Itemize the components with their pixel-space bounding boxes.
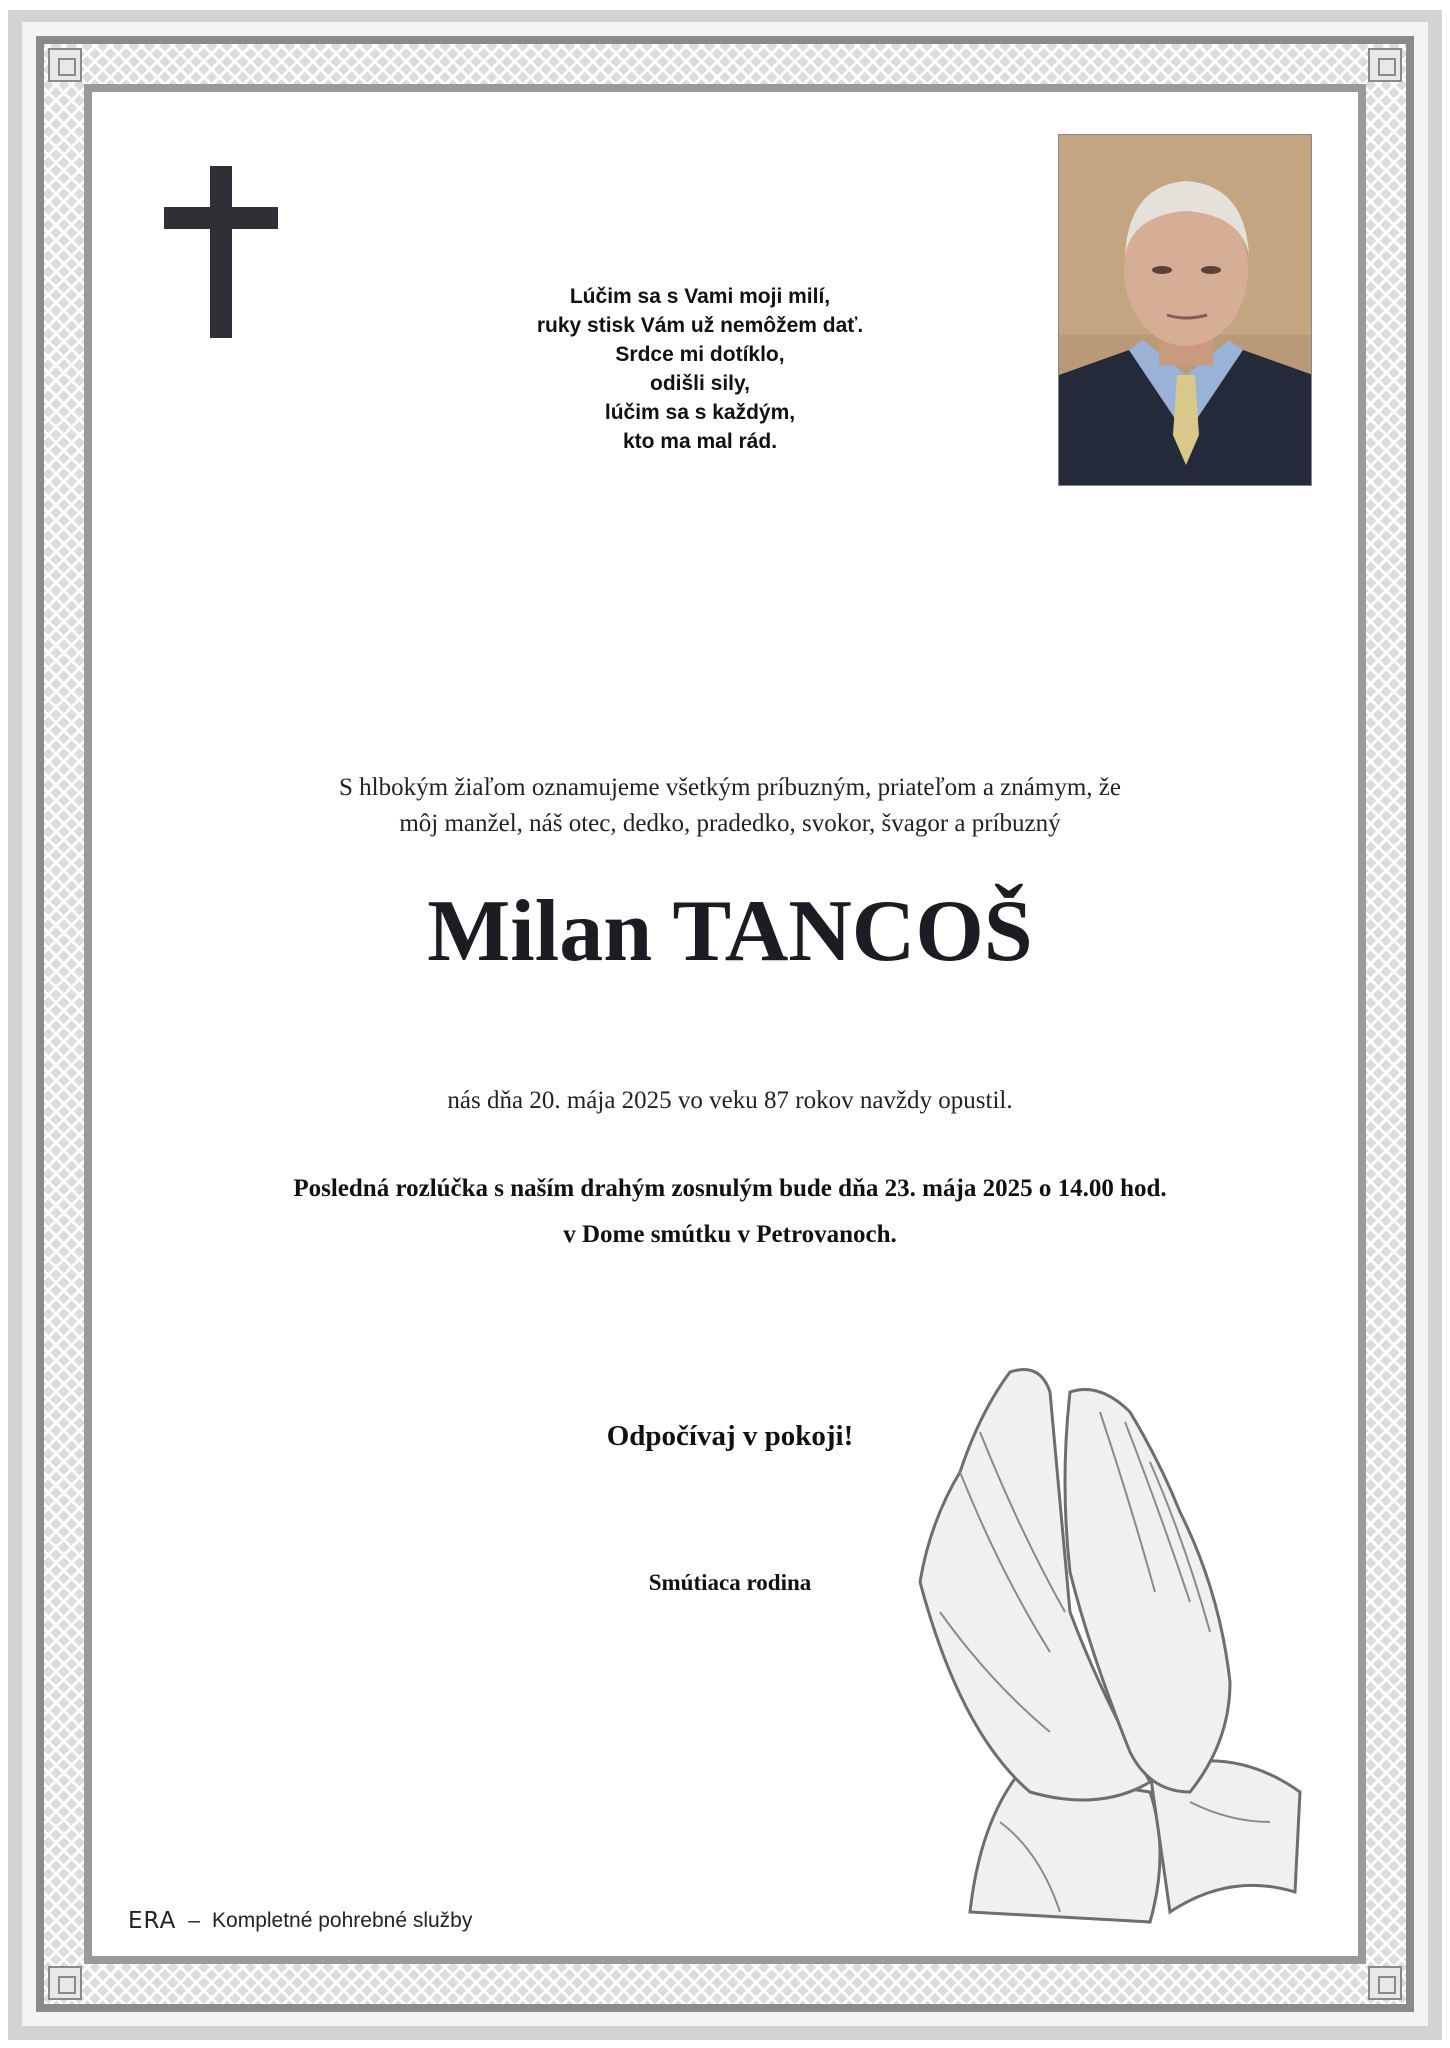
mourning-family: Smútiaca rodina: [648, 1570, 812, 1595]
funeral-details: [150, 1166, 1310, 1258]
deceased-name: Milan TANCOŠ: [427, 883, 1033, 980]
farewell-poem: [490, 282, 910, 456]
announcement-intro: [200, 770, 1260, 842]
service-description: Kompletné pohrebné služby: [212, 1909, 473, 1932]
footer-separator: –: [188, 1909, 201, 1932]
service-logo: ERA: [128, 1908, 177, 1934]
intro-line: S hlbokým žiaľom oznamujeme všetkým príbuzným, priateľom a známym, že: [339, 774, 1121, 801]
death-notice: nás dňa 20. mája 2025 vo veku 87 rokov navždy opustil.: [447, 1087, 1013, 1114]
cross-icon: [164, 166, 278, 338]
intro-line: môj manžel, náš otec, dedko, pradedko, svokor, švagor a príbuzný: [399, 810, 1061, 837]
poem-line: ruky stisk Vám už nemôžem dať.: [536, 314, 864, 337]
funeral-service-footer: [128, 1906, 472, 1936]
poem-line: kto ma mal rád.: [622, 430, 778, 453]
funeral-line: v Dome smútku v Petrovanoch.: [563, 1221, 897, 1248]
rest-in-peace: Odpočívaj v pokoji!: [606, 1420, 854, 1452]
poem-line: odišli sily,: [650, 372, 750, 395]
corner-ornament: [48, 1966, 82, 2000]
poem-line: Srdce mi dotíklo,: [615, 343, 785, 366]
poem-line: Lúčim sa s Vami moji milí,: [569, 285, 831, 308]
corner-ornament: [1368, 1966, 1402, 2000]
portrait-photo: [1058, 134, 1312, 486]
poem-line: lúčim sa s každým,: [604, 401, 796, 424]
corner-ornament: [48, 48, 82, 82]
funeral-line: Posledná rozlúčka s naším drahým zosnulým bude dňa 23. mája 2025 o 14.00 hod.: [293, 1175, 1167, 1202]
corner-ornament: [1368, 48, 1402, 82]
